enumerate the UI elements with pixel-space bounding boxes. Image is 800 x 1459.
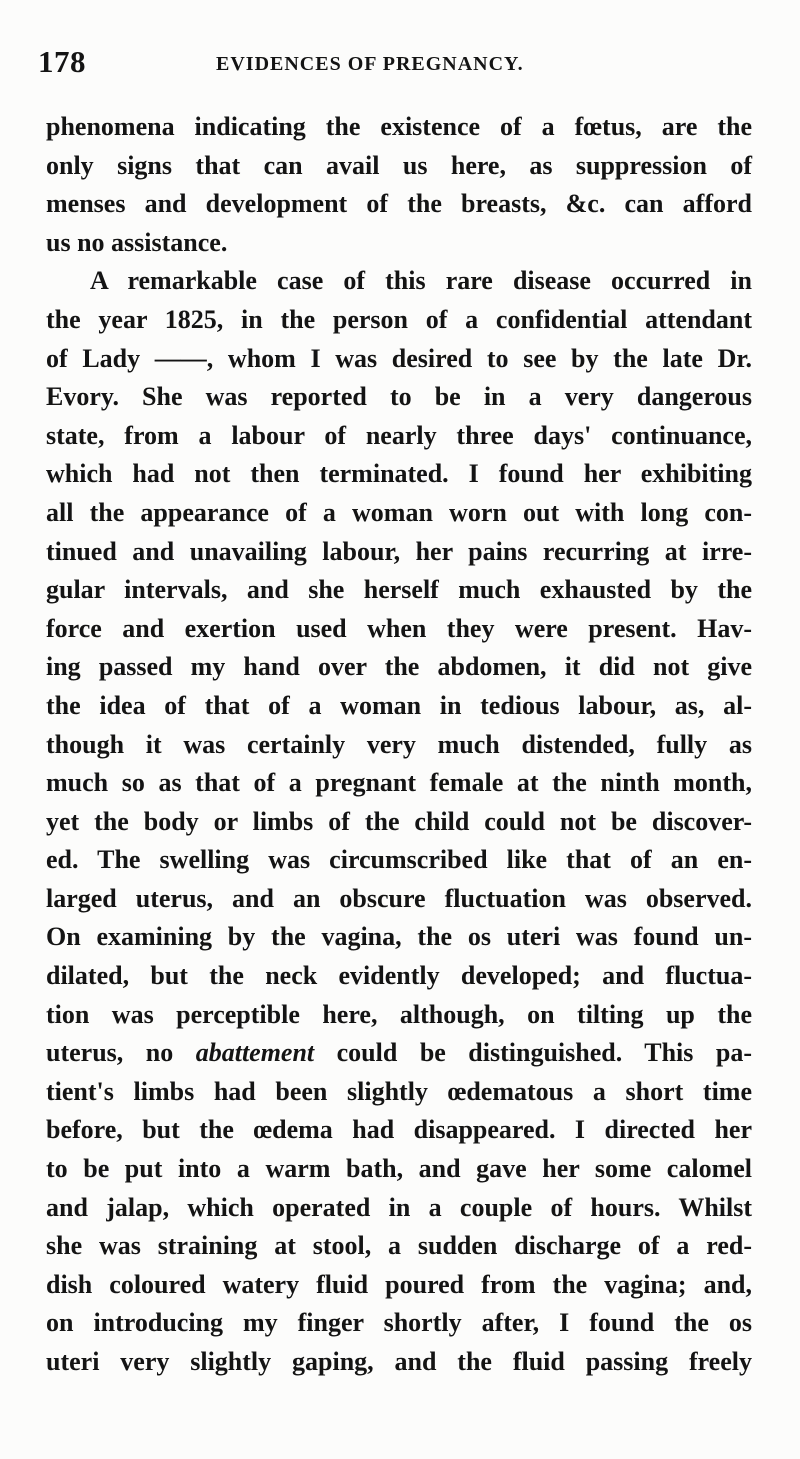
- text-line: which had not then terminated. I found her exhibiting: [46, 459, 752, 489]
- text-line: on introducing my finger shortly after, I found the os: [46, 1308, 752, 1338]
- text-line: force and exertion used when they were present. Hav-: [46, 613, 752, 643]
- text-line: the idea of that of a woman in tedious labour, as, al-: [46, 690, 752, 720]
- text-line: dish coloured watery fluid poured from the vagina; and,: [46, 1269, 752, 1299]
- body-text: [46, 108, 752, 1382]
- text-line: all the appearance of a woman worn out with long con-: [46, 497, 752, 527]
- text-line: and jalap, which operated in a couple of hours. Whilst: [46, 1192, 752, 1222]
- page-number: 178: [38, 44, 86, 79]
- text-line: she was straining at stool, a sudden discharge of a red-: [46, 1231, 752, 1261]
- text-line: state, from a labour of nearly three days' continuance,: [46, 420, 752, 450]
- text-line: of Lady ——, whom I was desired to see by the late Dr.: [46, 343, 752, 373]
- text-segment: uterus, no: [46, 1038, 196, 1068]
- text-line: ed. The swelling was circumscribed like that of an en-: [46, 845, 752, 875]
- text-line: the year 1825, in the person of a confidential attendant: [46, 304, 752, 334]
- text-line: menses and development of the breasts, &c. can afford: [46, 189, 752, 219]
- text-line: us no assistance.: [46, 227, 228, 257]
- text-segment: could be distinguished. This pa-: [314, 1038, 752, 1068]
- text-line: only signs that can avail us here, as suppression of: [46, 150, 752, 180]
- italic-term: abattement: [195, 1038, 315, 1068]
- text-line: phenomena indicating the existence of a fœtus, are the: [46, 112, 752, 141]
- text-line-with-italic: [46, 1034, 752, 1073]
- text-line: ing passed my hand over the abdomen, it did not give: [46, 652, 752, 682]
- text-line: though it was certainly very much distended, fully as: [46, 729, 752, 759]
- text-line: larged uterus, and an obscure fluctuation was observed.: [46, 883, 752, 913]
- text-line: much so as that of a pregnant female at the ninth month,: [46, 768, 752, 798]
- text-line: tient's limbs had been slightly œdematous a short time: [46, 1076, 752, 1106]
- text-line: uteri very slightly gaping, and the fluid passing freely: [46, 1347, 752, 1376]
- text-line: tinued and unavailing labour, her pains recurring at irre-: [46, 536, 752, 566]
- running-title: EVIDENCES OF PREGNANCY.: [216, 53, 524, 75]
- text-line: yet the body or limbs of the child could not be discover-: [46, 806, 752, 836]
- text-line: dilated, but the neck evidently developed; and fluctua-: [46, 961, 752, 991]
- text-line: A remarkable case of this rare disease occurred in: [90, 266, 752, 296]
- text-line: tion was perceptible here, although, on tilting up the: [46, 999, 752, 1029]
- text-line: to be put into a warm bath, and gave her some calomel: [46, 1154, 752, 1184]
- text-line: before, but the œdema had disappeared. I directed her: [46, 1115, 752, 1145]
- page-header: [38, 44, 762, 84]
- text-line: On examining by the vagina, the os uteri was found un-: [46, 922, 752, 952]
- text-line: gular intervals, and she herself much exhausted by the: [46, 575, 752, 605]
- text-line: Evory. She was reported to be in a very dangerous: [46, 382, 752, 412]
